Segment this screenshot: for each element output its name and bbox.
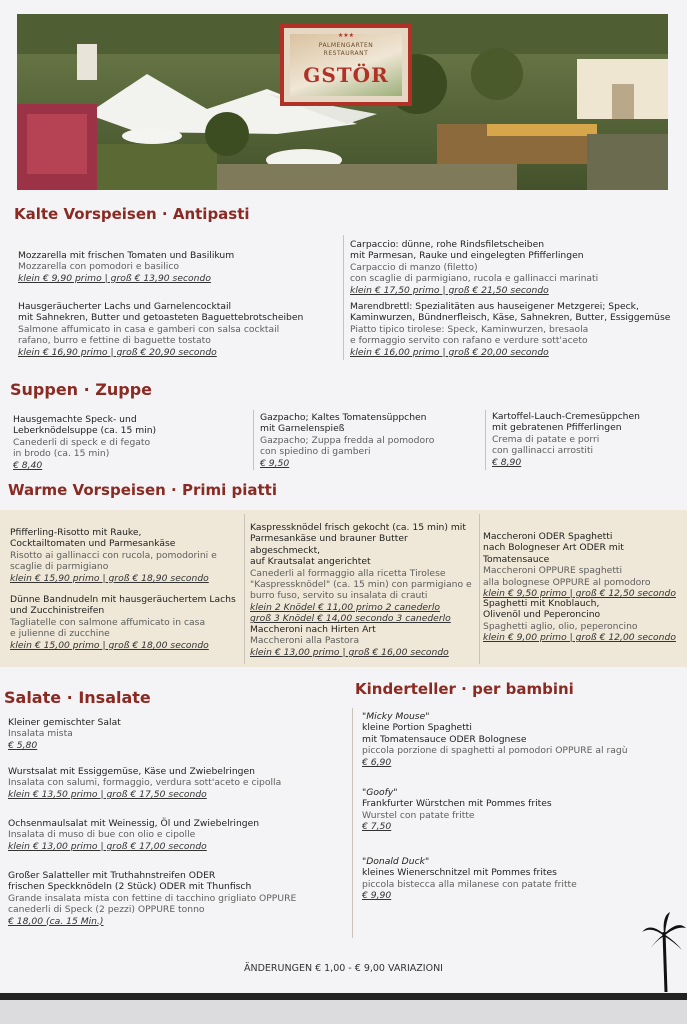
item-name: mit gebratenen Pfifferlingen bbox=[492, 422, 622, 434]
section-title-antipasti: Kalte Vorspeisen · Antipasti bbox=[14, 205, 250, 223]
item-name: Frankfurter Würstchen mit Pommes frites bbox=[362, 798, 552, 810]
column-divider bbox=[253, 410, 254, 470]
item-description: e formaggio servito con rafano e verdure sott'aceto bbox=[350, 335, 588, 347]
item-description: Insalata con salumi, formaggio, verdura sott'aceto e cipolla bbox=[8, 777, 282, 789]
logo-name: GSTÖR bbox=[303, 63, 389, 87]
item-price-large: groß 3 Knödel € 14,00 secondo 3 canederlo bbox=[250, 613, 451, 625]
menu-item bbox=[18, 250, 338, 284]
item-name: kleines Wienerschnitzel mit Pommes frites bbox=[362, 867, 557, 879]
menu-item bbox=[8, 766, 338, 800]
item-price: klein € 17,50 primo | groß € 21,50 secondo bbox=[350, 284, 549, 296]
menu-item bbox=[13, 414, 243, 471]
column-divider bbox=[485, 410, 486, 470]
item-name: frischen Speckknödeln (2 Stück) ODER mit Thunfisch bbox=[8, 881, 252, 893]
item-name: Cocktailtomaten und Parmesankäse bbox=[10, 538, 176, 550]
item-price: klein € 13,00 primo | groß € 17,00 secondo bbox=[8, 840, 207, 852]
item-name: Ochsenmaulsalat mit Weinessig, Öl und Zwiebelringen bbox=[8, 818, 260, 829]
menu-item bbox=[250, 624, 478, 658]
item-description: alla bolognese OPPURE al pomodoro bbox=[483, 576, 651, 588]
item-title: "Goofy" bbox=[362, 787, 398, 798]
menu-item bbox=[362, 856, 682, 902]
item-name: Wurstsalat mit Essiggemüse, Käse und Zwiebelringen bbox=[8, 766, 255, 777]
bottom-border bbox=[0, 993, 687, 1000]
item-name: Dünne Bandnudeln mit hausgeräuchertem Lachs bbox=[10, 594, 236, 605]
column-divider bbox=[244, 514, 245, 664]
item-price: klein 2 Knödel € 11,00 primo 2 canederlo bbox=[250, 601, 441, 613]
menu-item bbox=[350, 301, 680, 358]
item-name: mit Garnelenspieß bbox=[260, 423, 345, 435]
item-name: Parmesankäse und brauner Butter abgeschmeckt, bbox=[250, 533, 408, 556]
item-title: "Donald Duck" bbox=[362, 856, 430, 867]
item-price: klein € 13,50 primo | groß € 17,50 secondo bbox=[8, 788, 207, 800]
item-name: nach Bologneser Art ODER mit Tomatensauce bbox=[483, 542, 624, 565]
menu-item bbox=[260, 412, 485, 469]
item-description: Insalata di muso di bue con olio e cipolle bbox=[8, 829, 196, 841]
item-price: klein € 9,50 primo | groß € 12,50 secondo bbox=[483, 588, 676, 600]
item-name: Gazpacho; Kaltes Tomatensüppchen bbox=[260, 412, 427, 423]
item-description: "Kaspressknödel" (ca. 15 min) con parmigiano e bbox=[250, 579, 472, 591]
item-description: burro fuso, servito su insalata di crauti bbox=[250, 590, 428, 602]
section-title-suppen: Suppen · Zuppe bbox=[10, 380, 153, 399]
item-price: € 9,50 bbox=[260, 457, 290, 469]
item-price: klein € 16,90 primo | groß € 20,90 secondo bbox=[18, 346, 217, 358]
item-price: € 6,90 bbox=[362, 756, 392, 768]
item-name: Leberknödelsuppe (ca. 15 min) bbox=[13, 425, 157, 437]
item-price: klein € 9,00 primo | groß € 12,00 secondo bbox=[483, 632, 676, 644]
menu-item bbox=[492, 411, 682, 468]
menu-item bbox=[362, 711, 682, 768]
item-name: Maccheroni nach Hirten Art bbox=[250, 624, 376, 635]
item-description: Carpaccio di manzo (filetto) bbox=[350, 261, 478, 273]
column-divider bbox=[343, 235, 344, 360]
page-margin bbox=[0, 1000, 687, 1024]
item-name: Mozzarella mit frischen Tomaten und Basilikum bbox=[18, 250, 235, 261]
menu-item bbox=[483, 531, 683, 599]
item-description: Salmone affumicato in casa e gamberi con salsa cocktail bbox=[18, 323, 280, 335]
menu-item bbox=[250, 522, 478, 625]
item-description: Canederli di speck e di fegato bbox=[13, 436, 151, 448]
item-description: rafano, burro e fettine di baguette tostato bbox=[18, 335, 211, 347]
item-price: € 18,00 (ca. 15 Min.) bbox=[8, 915, 104, 927]
item-name: mit Sahnekren, Butter und getoasteten Baguettebrotscheiben bbox=[18, 312, 304, 324]
item-name: Carpaccio: dünne, rohe Rindsfiletscheiben bbox=[350, 239, 545, 250]
item-description: e julienne di zucchine bbox=[10, 628, 110, 640]
section-title-kinder: Kinderteller · per bambini bbox=[355, 680, 574, 698]
item-description: con spiedino di gamberi bbox=[260, 446, 371, 458]
item-description: Tagliatelle con salmone affumicato in casa bbox=[10, 616, 206, 628]
menu-item bbox=[8, 870, 348, 927]
item-name: kleine Portion Spaghetti bbox=[362, 722, 472, 734]
item-price: € 7,50 bbox=[362, 821, 392, 833]
item-description: Wurstel con patate fritte bbox=[362, 809, 475, 821]
item-name: mit Tomatensauce ODER Bolognese bbox=[362, 733, 527, 745]
logo-line-restaurant: RESTAURANT bbox=[323, 50, 369, 57]
palm-tree-icon bbox=[640, 912, 686, 992]
item-name: Kleiner gemischter Salat bbox=[8, 717, 121, 728]
menu-item bbox=[483, 598, 683, 644]
menu-item bbox=[10, 527, 242, 584]
item-name: Maccheroni ODER Spaghetti bbox=[483, 531, 613, 542]
item-name: Marendbrettl: Spezialitäten aus hauseigener Metzgerei; Speck, bbox=[350, 301, 639, 312]
item-description: canederli di Speck (2 pezzi) OPPURE tonno bbox=[8, 904, 205, 916]
item-description: Piatto tipico tirolese: Speck, Kaminwurzen, bresaola bbox=[350, 323, 589, 335]
item-description: Mozzarella con pomodori e basilico bbox=[18, 261, 180, 273]
item-description: Insalata mista bbox=[8, 728, 73, 740]
item-price: klein € 9,90 primo | groß € 13,90 secondo bbox=[18, 272, 211, 284]
item-description: Crema di patate e porri bbox=[492, 433, 600, 445]
menu-item bbox=[18, 301, 338, 358]
item-name: mit Parmesan, Rauke und eingelegten Pfifferlingen bbox=[350, 250, 584, 262]
item-price: klein € 13,00 primo | groß € 16,00 secondo bbox=[250, 646, 449, 658]
item-description: in brodo (ca. 15 min) bbox=[13, 448, 110, 460]
item-name: Kaminwurzen, Bündnerfleisch, Käse, Sahnekren, Butter, Essiggemüse bbox=[350, 312, 671, 324]
item-name: Pfifferling-Risotto mit Rauke, bbox=[10, 527, 142, 538]
menu-item bbox=[10, 594, 242, 651]
item-description: Gazpacho; Zuppa fredda al pomodoro bbox=[260, 434, 435, 446]
menu-item bbox=[8, 818, 338, 852]
item-name: Olivenöl und Peperoncino bbox=[483, 609, 601, 621]
logo-stars: ★★★ bbox=[337, 32, 355, 39]
item-name: Spaghetti mit Knoblauch, bbox=[483, 598, 600, 609]
item-description: Canederli al formaggio alla ricetta Tirolese bbox=[250, 567, 446, 579]
menu-item bbox=[350, 239, 680, 296]
item-price: € 8,40 bbox=[13, 459, 43, 471]
item-price: € 5,80 bbox=[8, 739, 38, 751]
item-price: klein € 15,00 primo | groß € 18,00 secondo bbox=[10, 639, 209, 651]
item-description: piccola bistecca alla milanese con patate fritte bbox=[362, 878, 577, 890]
item-price: klein € 15,90 primo | groß € 18,90 secondo bbox=[10, 572, 209, 584]
item-name: Hausgemachte Speck- und bbox=[13, 414, 137, 425]
menu-item bbox=[8, 717, 338, 751]
item-description: Risotto ai gallinacci con rucola, pomodorini e bbox=[10, 549, 217, 561]
item-description: Maccheroni OPPURE spaghetti bbox=[483, 565, 623, 577]
logo-line-palmengarten: PALMENGARTEN bbox=[318, 42, 374, 49]
column-divider bbox=[479, 514, 480, 664]
item-description: scaglie di parmigiano bbox=[10, 561, 109, 573]
item-name: Kartoffel-Lauch-Cremesüppchen bbox=[492, 411, 640, 422]
item-name: Großer Salatteller mit Truthahnstreifen ODER bbox=[8, 870, 216, 881]
item-price: € 8,90 bbox=[492, 456, 522, 468]
item-price: klein € 16,00 primo | groß € 20,00 secondo bbox=[350, 346, 549, 358]
section-title-salate: Salate · Insalate bbox=[4, 688, 151, 707]
item-description: Maccheroni alla Pastora bbox=[250, 635, 360, 647]
column-divider bbox=[352, 708, 353, 938]
section-title-primi: Warme Vorspeisen · Primi piatti bbox=[8, 481, 277, 499]
restaurant-logo bbox=[280, 24, 412, 106]
item-description: con scaglie di parmigiano, rucola e gallinacci marinati bbox=[350, 273, 599, 285]
item-name: Hausgeräucherter Lachs und Garnelencocktail bbox=[18, 301, 232, 312]
item-title: "Micky Mouse" bbox=[362, 711, 430, 722]
price-changes-note: ÄNDERUNGEN € 1,00 - € 9,00 VARIAZIONI bbox=[244, 963, 443, 974]
item-name: auf Krautsalat angerichtet bbox=[250, 556, 371, 568]
item-name: Kaspressknödel frisch gekocht (ca. 15 min) mit bbox=[250, 522, 466, 533]
item-description: Grande insalata mista con fettine di tacchino grigliato OPPURE bbox=[8, 892, 297, 904]
restaurant-garden-photo bbox=[17, 14, 668, 190]
item-description: Spaghetti aglio, olio, peperoncino bbox=[483, 620, 638, 632]
item-price: € 9,90 bbox=[362, 890, 392, 902]
item-description: piccola porzione di spaghetti al pomodori OPPURE al ragù bbox=[362, 745, 628, 757]
item-description: con gallinacci arrostiti bbox=[492, 445, 594, 457]
item-name: und Zucchinistreifen bbox=[10, 605, 105, 617]
menu-item bbox=[362, 787, 682, 833]
